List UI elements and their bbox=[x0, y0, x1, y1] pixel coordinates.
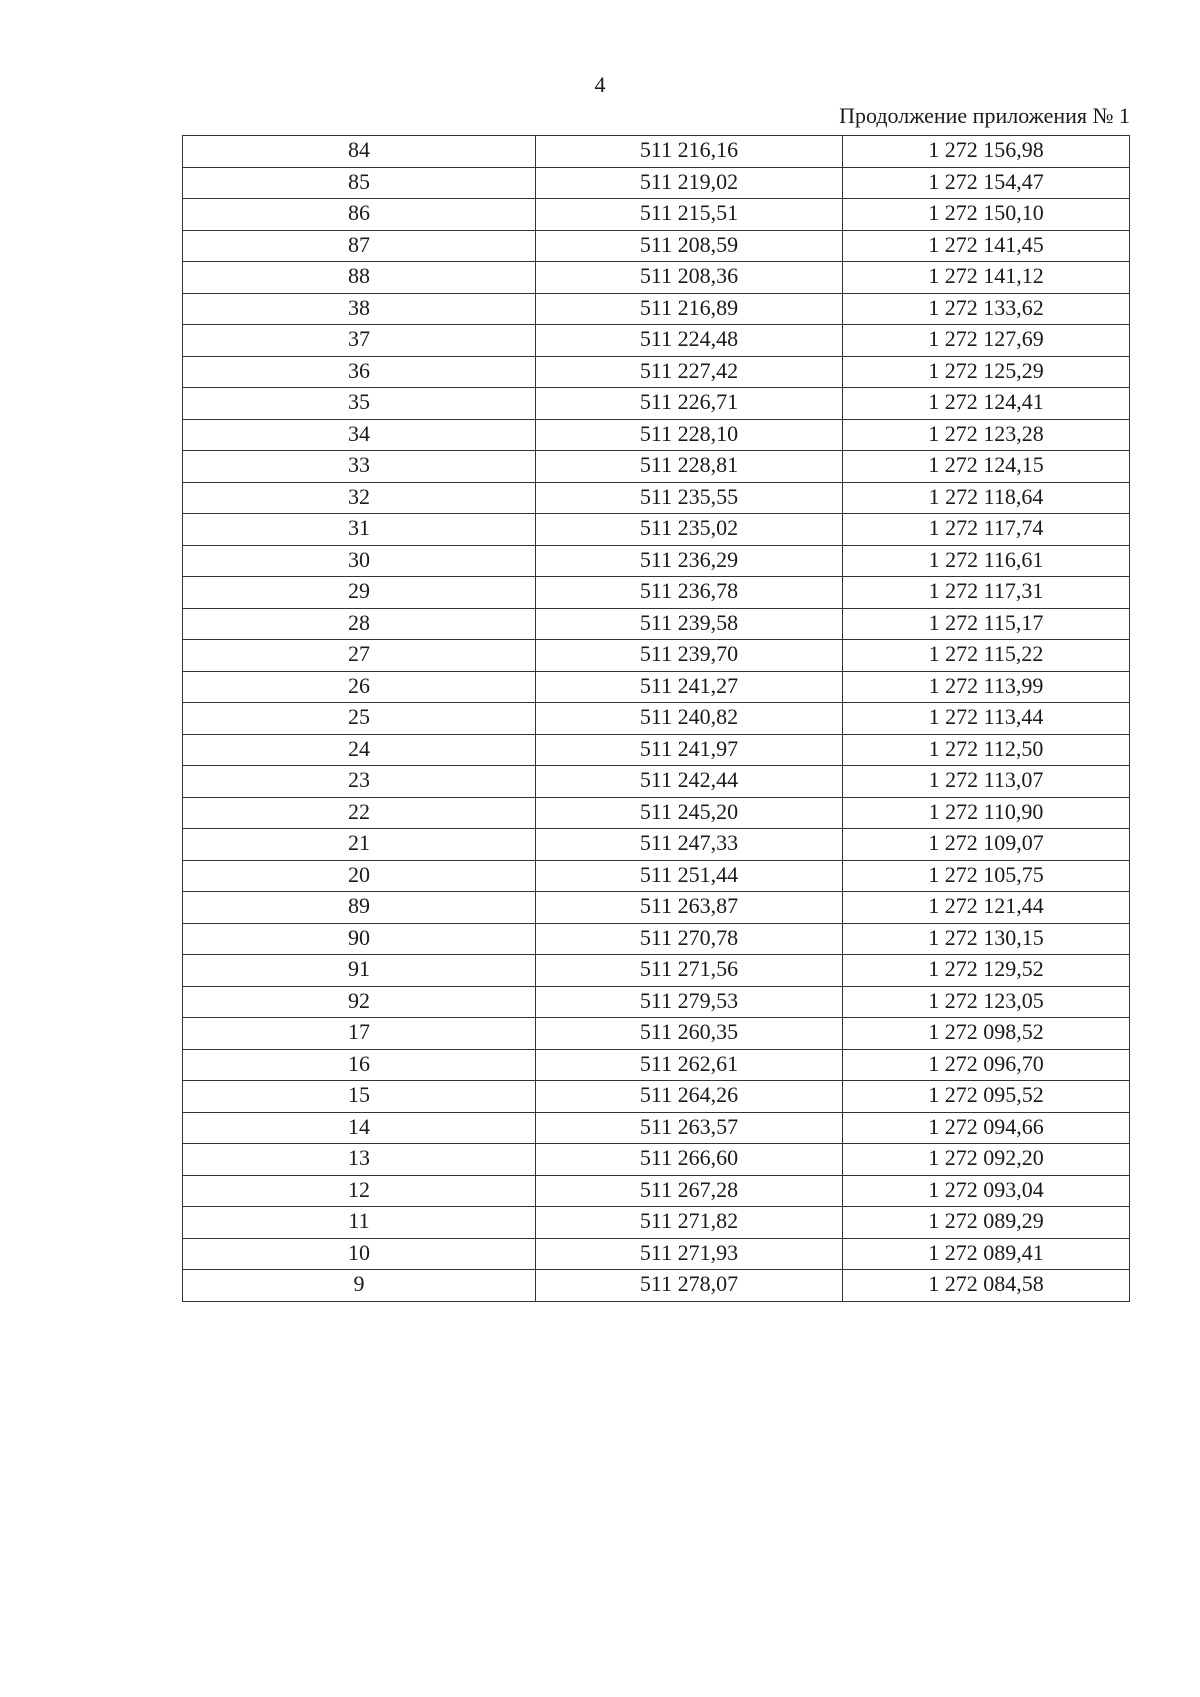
y-coordinate-cell bbox=[843, 766, 1130, 798]
table-row bbox=[183, 766, 1130, 798]
x-coordinate-cell-text: 511 208,59 bbox=[639, 231, 739, 257]
x-coordinate-cell-text: 511 260,35 bbox=[639, 1019, 739, 1044]
x-coordinate-cell bbox=[536, 451, 843, 483]
point-number-cell bbox=[183, 1049, 536, 1081]
table-row bbox=[183, 514, 1130, 546]
point-number-cell bbox=[183, 1238, 536, 1270]
table-row bbox=[183, 671, 1130, 703]
table-row bbox=[183, 1049, 1130, 1081]
y-coordinate-cell-text: 1 272 123,05 bbox=[928, 987, 1044, 1013]
point-number-cell bbox=[183, 451, 536, 483]
y-coordinate-cell-text: 1 272 089,29 bbox=[928, 1208, 1044, 1233]
y-coordinate-cell bbox=[843, 797, 1130, 829]
y-coordinate-cell bbox=[843, 640, 1130, 672]
y-coordinate-cell bbox=[843, 451, 1130, 483]
point-number-cell-text: 27 bbox=[348, 641, 370, 666]
point-number-cell bbox=[183, 1270, 536, 1302]
point-number-cell bbox=[183, 514, 536, 546]
x-coordinate-cell bbox=[536, 1207, 843, 1239]
table-row bbox=[183, 293, 1130, 325]
x-coordinate-cell-text: 511 208,36 bbox=[639, 263, 739, 288]
y-coordinate-cell-text: 1 272 117,74 bbox=[928, 515, 1044, 540]
x-coordinate-cell-text: 511 235,55 bbox=[639, 483, 739, 509]
x-coordinate-cell-text: 511 271,93 bbox=[639, 1239, 739, 1265]
y-coordinate-cell bbox=[843, 671, 1130, 703]
x-coordinate-cell bbox=[536, 167, 843, 199]
point-number-cell-text: 17 bbox=[348, 1019, 370, 1044]
point-number-cell-text: 30 bbox=[348, 546, 370, 572]
x-coordinate-cell-text: 511 278,07 bbox=[639, 1271, 739, 1296]
x-coordinate-cell-text: 511 219,02 bbox=[639, 168, 739, 194]
point-number-cell bbox=[183, 608, 536, 640]
y-coordinate-cell-text: 1 272 113,44 bbox=[928, 704, 1044, 729]
x-coordinate-cell-text: 511 239,58 bbox=[639, 609, 739, 635]
point-number-cell-text: 21 bbox=[348, 830, 370, 855]
table-row bbox=[183, 1175, 1130, 1207]
point-number-cell-text: 33 bbox=[348, 452, 370, 477]
point-number-cell bbox=[183, 1018, 536, 1050]
table-row bbox=[183, 860, 1130, 892]
y-coordinate-cell-text: 1 272 113,99 bbox=[928, 672, 1044, 698]
point-number-cell-text: 26 bbox=[348, 672, 370, 698]
table-row bbox=[183, 1112, 1130, 1144]
table-row bbox=[183, 577, 1130, 609]
x-coordinate-cell bbox=[536, 1238, 843, 1270]
y-coordinate-cell bbox=[843, 1175, 1130, 1207]
y-coordinate-cell bbox=[843, 1081, 1130, 1113]
x-coordinate-cell bbox=[536, 1144, 843, 1176]
y-coordinate-cell bbox=[843, 545, 1130, 577]
table-row bbox=[183, 136, 1130, 168]
x-coordinate-cell bbox=[536, 482, 843, 514]
point-number-cell bbox=[183, 167, 536, 199]
y-coordinate-cell-text: 1 272 115,22 bbox=[928, 641, 1044, 666]
y-coordinate-cell bbox=[843, 986, 1130, 1018]
y-coordinate-cell bbox=[843, 419, 1130, 451]
point-number-cell-text: 90 bbox=[348, 924, 370, 950]
x-coordinate-cell-text: 511 264,26 bbox=[639, 1082, 739, 1107]
y-coordinate-cell-text: 1 272 084,58 bbox=[928, 1271, 1044, 1296]
x-coordinate-cell-text: 511 263,87 bbox=[639, 893, 739, 918]
x-coordinate-cell bbox=[536, 1081, 843, 1113]
x-coordinate-cell bbox=[536, 388, 843, 420]
table-row bbox=[183, 986, 1130, 1018]
y-coordinate-cell bbox=[843, 860, 1130, 892]
point-number-cell-text: 20 bbox=[348, 861, 370, 887]
point-number-cell bbox=[183, 829, 536, 861]
point-number-cell-text: 12 bbox=[348, 1176, 370, 1202]
x-coordinate-cell bbox=[536, 955, 843, 987]
x-coordinate-cell-text: 511 245,20 bbox=[639, 798, 739, 824]
x-coordinate-cell-text: 511 228,81 bbox=[639, 452, 739, 477]
x-coordinate-cell-text: 511 236,78 bbox=[639, 578, 739, 603]
table-row bbox=[183, 419, 1130, 451]
x-coordinate-cell bbox=[536, 1112, 843, 1144]
y-coordinate-cell-text: 1 272 093,04 bbox=[928, 1176, 1044, 1202]
point-number-cell bbox=[183, 892, 536, 924]
point-number-cell bbox=[183, 1081, 536, 1113]
point-number-cell-text: 38 bbox=[348, 294, 370, 320]
point-number-cell bbox=[183, 388, 536, 420]
table-row bbox=[183, 797, 1130, 829]
x-coordinate-cell-text: 511 279,53 bbox=[639, 987, 739, 1013]
point-number-cell-text: 28 bbox=[348, 609, 370, 635]
point-number-cell bbox=[183, 230, 536, 262]
x-coordinate-cell bbox=[536, 734, 843, 766]
y-coordinate-cell bbox=[843, 199, 1130, 231]
y-coordinate-cell-text: 1 272 129,52 bbox=[928, 956, 1044, 981]
point-number-cell-text: 92 bbox=[348, 987, 370, 1013]
y-coordinate-cell-text: 1 272 094,66 bbox=[928, 1113, 1044, 1139]
point-number-cell bbox=[183, 356, 536, 388]
y-coordinate-cell bbox=[843, 1018, 1130, 1050]
coordinates-table-body bbox=[183, 136, 1130, 1302]
table-row bbox=[183, 734, 1130, 766]
y-coordinate-cell bbox=[843, 955, 1130, 987]
point-number-cell-text: 11 bbox=[348, 1208, 370, 1233]
coordinates-table-container bbox=[182, 135, 1126, 1302]
point-number-cell-text: 23 bbox=[348, 767, 370, 792]
point-number-cell-text: 35 bbox=[348, 389, 370, 414]
table-row bbox=[183, 482, 1130, 514]
y-coordinate-cell-text: 1 272 130,15 bbox=[928, 924, 1044, 950]
point-number-cell-text: 24 bbox=[348, 735, 370, 761]
y-coordinate-cell bbox=[843, 892, 1130, 924]
x-coordinate-cell-text: 511 227,42 bbox=[639, 357, 739, 383]
point-number-cell-text: 25 bbox=[348, 704, 370, 729]
x-coordinate-cell bbox=[536, 640, 843, 672]
y-coordinate-cell-text: 1 272 125,29 bbox=[928, 357, 1044, 383]
x-coordinate-cell bbox=[536, 356, 843, 388]
point-number-cell-text: 31 bbox=[348, 515, 370, 540]
x-coordinate-cell-text: 511 236,29 bbox=[639, 546, 739, 572]
point-number-cell-text: 14 bbox=[348, 1113, 370, 1139]
y-coordinate-cell-text: 1 272 154,47 bbox=[928, 168, 1044, 194]
x-coordinate-cell bbox=[536, 419, 843, 451]
point-number-cell bbox=[183, 766, 536, 798]
point-number-cell-text: 15 bbox=[348, 1082, 370, 1107]
point-number-cell-text: 32 bbox=[348, 483, 370, 509]
x-coordinate-cell bbox=[536, 262, 843, 294]
y-coordinate-cell-text: 1 272 105,75 bbox=[928, 861, 1044, 887]
table-row bbox=[183, 388, 1130, 420]
x-coordinate-cell-text: 511 216,89 bbox=[639, 294, 739, 320]
point-number-cell-text: 88 bbox=[348, 263, 370, 288]
x-coordinate-cell-text: 511 224,48 bbox=[639, 326, 739, 351]
y-coordinate-cell-text: 1 272 124,41 bbox=[928, 389, 1044, 414]
point-number-cell bbox=[183, 797, 536, 829]
y-coordinate-cell-text: 1 272 095,52 bbox=[928, 1082, 1044, 1107]
y-coordinate-cell-text: 1 272 109,07 bbox=[928, 830, 1044, 855]
y-coordinate-cell bbox=[843, 293, 1130, 325]
y-coordinate-cell-text: 1 272 117,31 bbox=[928, 578, 1044, 603]
point-number-cell-text: 13 bbox=[348, 1145, 370, 1170]
table-row bbox=[183, 1238, 1130, 1270]
x-coordinate-cell-text: 511 267,28 bbox=[639, 1176, 739, 1202]
y-coordinate-cell bbox=[843, 136, 1130, 168]
y-coordinate-cell-text: 1 272 150,10 bbox=[928, 200, 1044, 225]
x-coordinate-cell-text: 511 242,44 bbox=[639, 767, 739, 792]
point-number-cell-text: 36 bbox=[348, 357, 370, 383]
point-number-cell bbox=[183, 1144, 536, 1176]
y-coordinate-cell bbox=[843, 1207, 1130, 1239]
x-coordinate-cell bbox=[536, 766, 843, 798]
x-coordinate-cell-text: 511 226,71 bbox=[639, 389, 739, 414]
x-coordinate-cell bbox=[536, 1175, 843, 1207]
table-row bbox=[183, 640, 1130, 672]
x-coordinate-cell bbox=[536, 514, 843, 546]
table-row bbox=[183, 703, 1130, 735]
table-row bbox=[183, 230, 1130, 262]
x-coordinate-cell bbox=[536, 230, 843, 262]
x-coordinate-cell bbox=[536, 1049, 843, 1081]
table-row bbox=[183, 451, 1130, 483]
y-coordinate-cell bbox=[843, 325, 1130, 357]
x-coordinate-cell bbox=[536, 293, 843, 325]
table-row bbox=[183, 955, 1130, 987]
point-number-cell-text: 22 bbox=[348, 798, 370, 824]
y-coordinate-cell bbox=[843, 734, 1130, 766]
x-coordinate-cell-text: 511 215,51 bbox=[639, 200, 739, 225]
y-coordinate-cell-text: 1 272 112,50 bbox=[928, 735, 1044, 761]
y-coordinate-cell bbox=[843, 230, 1130, 262]
x-coordinate-cell-text: 511 216,16 bbox=[639, 137, 739, 162]
y-coordinate-cell bbox=[843, 262, 1130, 294]
table-row bbox=[183, 325, 1130, 357]
table-row bbox=[183, 608, 1130, 640]
point-number-cell bbox=[183, 986, 536, 1018]
y-coordinate-cell bbox=[843, 1112, 1130, 1144]
point-number-cell-text: 84 bbox=[348, 137, 370, 162]
x-coordinate-cell bbox=[536, 671, 843, 703]
point-number-cell bbox=[183, 703, 536, 735]
point-number-cell bbox=[183, 577, 536, 609]
point-number-cell bbox=[183, 955, 536, 987]
point-number-cell bbox=[183, 199, 536, 231]
y-coordinate-cell-text: 1 272 141,12 bbox=[928, 263, 1044, 288]
point-number-cell-text: 9 bbox=[353, 1271, 365, 1296]
point-number-cell-text: 34 bbox=[348, 420, 370, 446]
y-coordinate-cell-text: 1 272 115,17 bbox=[928, 609, 1044, 635]
y-coordinate-cell-text: 1 272 110,90 bbox=[928, 798, 1044, 824]
x-coordinate-cell-text: 511 270,78 bbox=[639, 924, 739, 950]
point-number-cell bbox=[183, 1175, 536, 1207]
table-row bbox=[183, 545, 1130, 577]
table-row bbox=[183, 1144, 1130, 1176]
point-number-cell bbox=[183, 419, 536, 451]
point-number-cell bbox=[183, 262, 536, 294]
y-coordinate-cell-text: 1 272 098,52 bbox=[928, 1019, 1044, 1044]
y-coordinate-cell-text: 1 272 092,20 bbox=[928, 1145, 1044, 1170]
x-coordinate-cell-text: 511 240,82 bbox=[639, 704, 739, 729]
y-coordinate-cell-text: 1 272 133,62 bbox=[928, 294, 1044, 320]
y-coordinate-cell bbox=[843, 703, 1130, 735]
point-number-cell bbox=[183, 293, 536, 325]
table-row bbox=[183, 167, 1130, 199]
point-number-cell bbox=[183, 1112, 536, 1144]
table-row bbox=[183, 199, 1130, 231]
y-coordinate-cell bbox=[843, 388, 1130, 420]
coordinates-table bbox=[182, 135, 1130, 1302]
y-coordinate-cell bbox=[843, 167, 1130, 199]
y-coordinate-cell bbox=[843, 1144, 1130, 1176]
point-number-cell-text: 85 bbox=[348, 168, 370, 194]
y-coordinate-cell bbox=[843, 1238, 1130, 1270]
point-number-cell bbox=[183, 136, 536, 168]
y-coordinate-cell-text: 1 272 113,07 bbox=[928, 767, 1044, 792]
x-coordinate-cell-text: 511 228,10 bbox=[639, 420, 739, 446]
x-coordinate-cell bbox=[536, 703, 843, 735]
y-coordinate-cell bbox=[843, 577, 1130, 609]
table-row bbox=[183, 1081, 1130, 1113]
x-coordinate-cell-text: 511 263,57 bbox=[639, 1113, 739, 1139]
x-coordinate-cell bbox=[536, 199, 843, 231]
x-coordinate-cell bbox=[536, 136, 843, 168]
x-coordinate-cell-text: 511 271,82 bbox=[639, 1208, 739, 1233]
x-coordinate-cell bbox=[536, 986, 843, 1018]
x-coordinate-cell-text: 511 241,27 bbox=[639, 672, 739, 698]
y-coordinate-cell-text: 1 272 124,15 bbox=[928, 452, 1044, 477]
x-coordinate-cell bbox=[536, 577, 843, 609]
y-coordinate-cell bbox=[843, 356, 1130, 388]
x-coordinate-cell bbox=[536, 860, 843, 892]
table-row bbox=[183, 1018, 1130, 1050]
x-coordinate-cell bbox=[536, 797, 843, 829]
x-coordinate-cell bbox=[536, 829, 843, 861]
x-coordinate-cell bbox=[536, 325, 843, 357]
y-coordinate-cell bbox=[843, 923, 1130, 955]
page-number: 4 bbox=[594, 72, 606, 97]
y-coordinate-cell-text: 1 272 141,45 bbox=[928, 231, 1044, 257]
x-coordinate-cell-text: 511 266,60 bbox=[639, 1145, 739, 1170]
point-number-cell-text: 91 bbox=[348, 956, 370, 981]
point-number-cell bbox=[183, 923, 536, 955]
x-coordinate-cell-text: 511 235,02 bbox=[639, 515, 739, 540]
point-number-cell bbox=[183, 671, 536, 703]
x-coordinate-cell-text: 511 247,33 bbox=[639, 830, 739, 855]
y-coordinate-cell bbox=[843, 482, 1130, 514]
x-coordinate-cell bbox=[536, 1018, 843, 1050]
y-coordinate-cell-text: 1 272 118,64 bbox=[928, 483, 1044, 509]
point-number-cell bbox=[183, 482, 536, 514]
x-coordinate-cell bbox=[536, 892, 843, 924]
y-coordinate-cell bbox=[843, 829, 1130, 861]
x-coordinate-cell bbox=[536, 608, 843, 640]
point-number-cell-text: 86 bbox=[348, 200, 370, 225]
y-coordinate-cell-text: 1 272 156,98 bbox=[928, 137, 1044, 162]
x-coordinate-cell bbox=[536, 923, 843, 955]
y-coordinate-cell-text: 1 272 127,69 bbox=[928, 326, 1044, 351]
point-number-cell-text: 89 bbox=[348, 893, 370, 918]
x-coordinate-cell-text: 511 239,70 bbox=[639, 641, 739, 666]
x-coordinate-cell-text: 511 251,44 bbox=[639, 861, 739, 887]
point-number-cell bbox=[183, 1207, 536, 1239]
continuation-heading: Продолжение приложения № 1 bbox=[839, 103, 1130, 128]
x-coordinate-cell-text: 511 271,56 bbox=[639, 956, 739, 981]
y-coordinate-cell-text: 1 272 089,41 bbox=[928, 1239, 1044, 1265]
point-number-cell-text: 37 bbox=[348, 326, 370, 351]
table-row bbox=[183, 892, 1130, 924]
y-coordinate-cell bbox=[843, 1270, 1130, 1302]
point-number-cell-text: 87 bbox=[348, 231, 370, 257]
y-coordinate-cell-text: 1 272 096,70 bbox=[928, 1050, 1044, 1076]
point-number-cell-text: 10 bbox=[348, 1239, 370, 1265]
point-number-cell bbox=[183, 640, 536, 672]
y-coordinate-cell bbox=[843, 608, 1130, 640]
y-coordinate-cell-text: 1 272 123,28 bbox=[928, 420, 1044, 446]
table-row bbox=[183, 829, 1130, 861]
table-row bbox=[183, 1207, 1130, 1239]
point-number-cell-text: 29 bbox=[348, 578, 370, 603]
table-row bbox=[183, 356, 1130, 388]
y-coordinate-cell-text: 1 272 116,61 bbox=[928, 546, 1044, 572]
x-coordinate-cell-text: 511 262,61 bbox=[639, 1050, 739, 1076]
point-number-cell bbox=[183, 734, 536, 766]
x-coordinate-cell bbox=[536, 1270, 843, 1302]
point-number-cell-text: 16 bbox=[348, 1050, 370, 1076]
table-row bbox=[183, 923, 1130, 955]
y-coordinate-cell bbox=[843, 1049, 1130, 1081]
point-number-cell bbox=[183, 860, 536, 892]
y-coordinate-cell bbox=[843, 514, 1130, 546]
point-number-cell bbox=[183, 545, 536, 577]
table-row bbox=[183, 262, 1130, 294]
y-coordinate-cell-text: 1 272 121,44 bbox=[928, 893, 1044, 918]
x-coordinate-cell-text: 511 241,97 bbox=[639, 735, 739, 761]
point-number-cell bbox=[183, 325, 536, 357]
table-row bbox=[183, 1270, 1130, 1302]
x-coordinate-cell bbox=[536, 545, 843, 577]
